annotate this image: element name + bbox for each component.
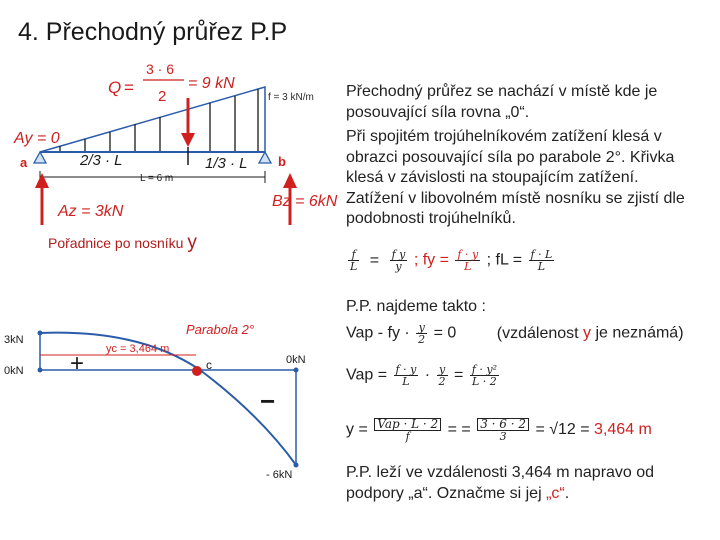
explanation-text [346, 82, 716, 234]
q-formula-den: 2 [158, 88, 167, 105]
right-zero-label: 0kN [286, 354, 306, 366]
paragraph-1: Přechodný průřez se nachází v místě kde je posouvající síla rovna „0“. [346, 83, 658, 121]
support-a-label: a [20, 155, 28, 170]
page-title: 4. Přechodný průřez P.P [18, 18, 288, 46]
segment-left-label: 2/3 · L [80, 152, 123, 169]
support-a [34, 152, 46, 163]
support-b-label: b [278, 154, 286, 169]
pp-find: P.P. najdeme takto : [346, 298, 486, 315]
vap-equation-1: Vap - fy · $\frac{y}{2}$ = 0 (vzdálenost y je neznámá) [346, 321, 684, 346]
plus-sign: + [70, 350, 85, 377]
poradnice-label: Pořadnice po nosníku y [48, 232, 197, 253]
yc-label: yc = 3,464 m [106, 343, 170, 355]
right-bottom-label: - 6kN [266, 469, 293, 481]
minus-sign: − [260, 386, 276, 416]
span-label: L = 6 m [140, 173, 174, 184]
left-top-label: 3kN [4, 334, 24, 346]
segment-right-label: 1/3 · L [205, 155, 248, 172]
svg-text:=: = [124, 78, 134, 97]
parabola-label: Parabola 2° [186, 322, 255, 337]
ay-label: Ay = 0 [14, 130, 60, 147]
point-c-marker [192, 366, 202, 376]
support-b [259, 152, 271, 163]
bz-label: Bz = 6kN [272, 193, 338, 210]
load-label: f = 3 kN/m [268, 92, 314, 103]
vap-equation-2: Vap = $\frac{f \cdot y}{L}$ · $\frac{y}{2}$ = $\frac{\text{f · y²}}{L \cdot 2}$ [346, 363, 497, 388]
q-formula-left: Q [108, 78, 122, 97]
q-formula-num: 3 · 6 [146, 61, 175, 77]
shear-diagram [0, 315, 345, 530]
y-result-equation: y = $\frac{\text{Vap · L · 2}}{f}$ = = $\frac{3 \cdot 6 \cdot 2}{3}$ = √12 = 3,464 m [346, 417, 652, 443]
point-c-label: c [206, 358, 212, 372]
left-zero-label: 0kN [4, 365, 24, 377]
paragraph-last: P.P. leží ve vzdálenosti 3,464 m napravo od podpory „a“. Označme si jej „c“. [346, 464, 655, 502]
az-label: Az = 3kN [58, 203, 124, 220]
paragraph-2: Při spojitém trojúhelníkovém zatížení klesá v obrazci posouvající síla po parabole 2°. Křivka klesá v závislosti na stoupajícím zatížení. Zatížení v libovolném místě nosníku se zjistí dle podobnosti trojúhelníků. [346, 128, 685, 227]
q-formula-result: = 9 kN [188, 75, 235, 92]
load-triangle [40, 87, 265, 152]
similarity-formula: $\frac{f}{L}$ = $\frac{\text{f y}}{y}$ ; fy = $\frac{f \cdot y}{L}$ ; fL = $\frac{f \cdot L}{L}$ [350, 248, 553, 273]
